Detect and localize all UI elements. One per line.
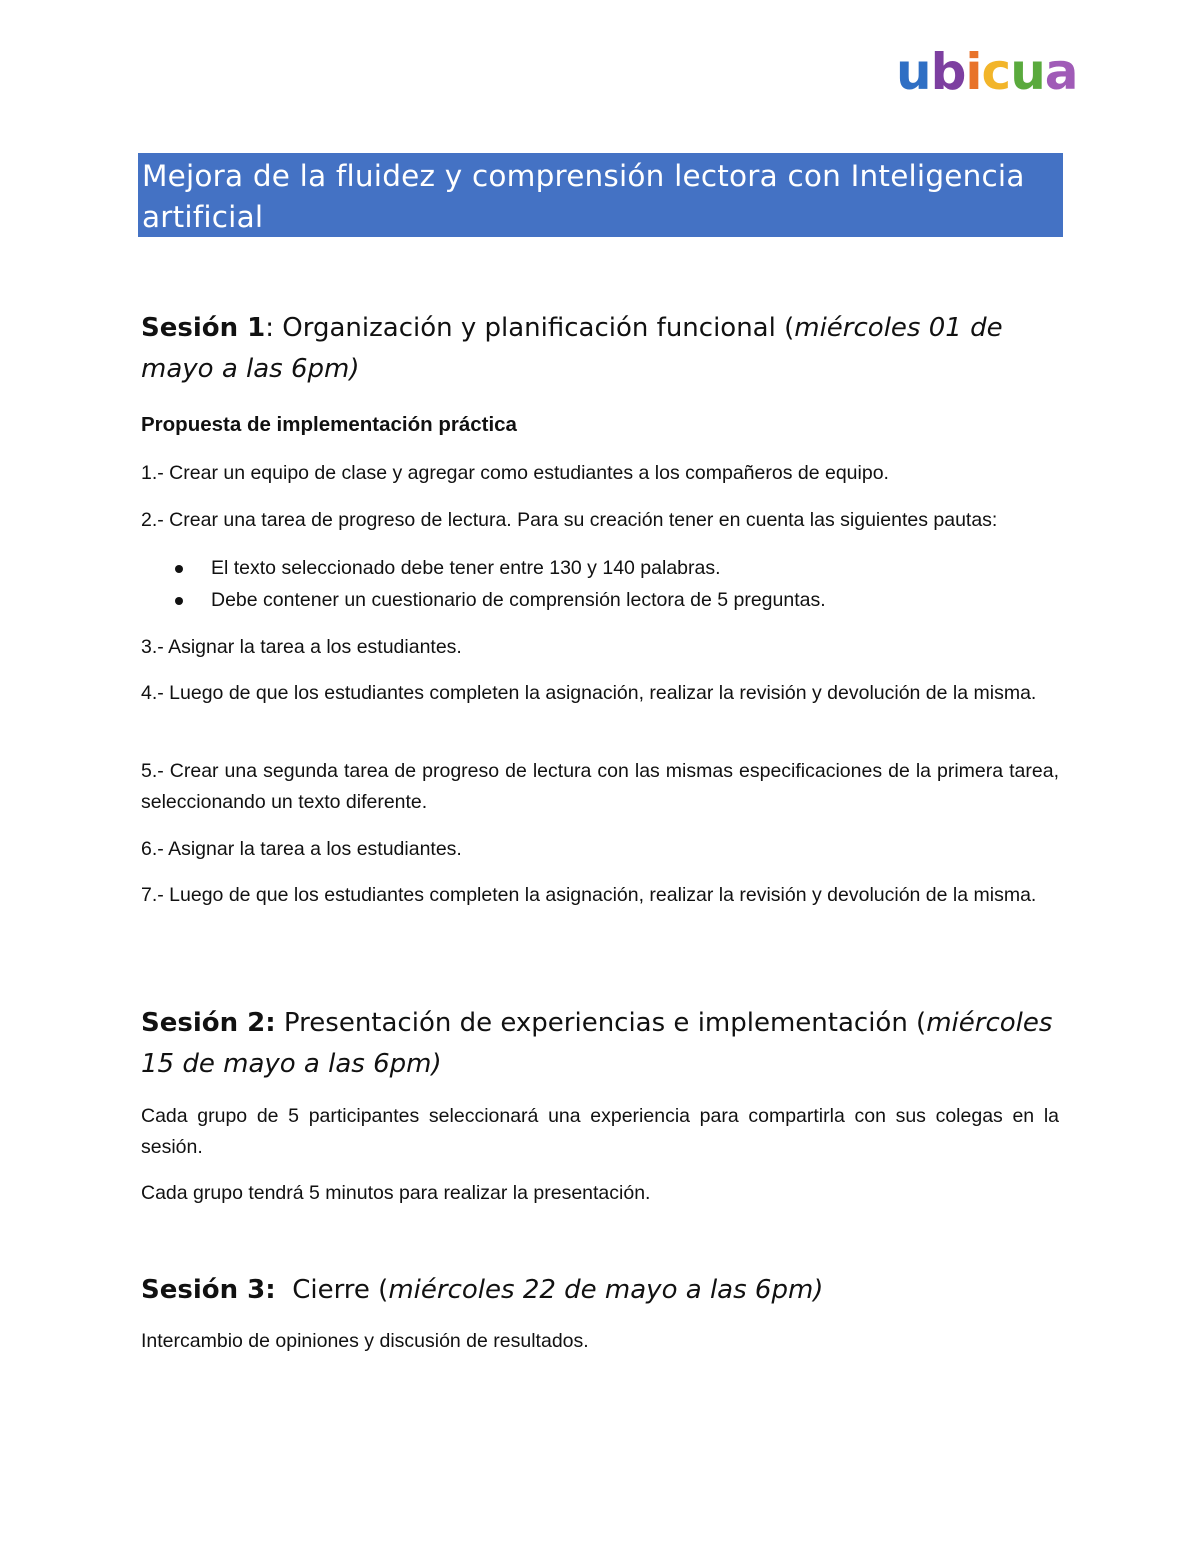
session-1-label: Sesión 1: [141, 313, 266, 343]
step-6: 6.- Asignar la tarea a los estudiantes.: [141, 838, 462, 860]
step-5: 5.- Crear una segunda tarea de progreso de lectura con las mismas especificaciones de la primera tarea, seleccionando un texto diferente.: [141, 760, 1059, 813]
step-1: 1.- Crear un equipo de clase y agregar como estudiantes a los compañeros de equipo.: [141, 462, 889, 484]
session-3-title: Cierre (: [275, 1275, 389, 1305]
step-7: 7.- Luego de que los estudiantes completen la asignación, realizar la revisión y devolución de la misma.: [141, 884, 1037, 906]
logo-letter: c: [981, 43, 1011, 101]
bullet-text: Debe contener un cuestionario de comprensión lectora de 5 preguntas.: [211, 589, 826, 611]
session-1-title: : Organización y planificación funcional (: [265, 313, 795, 343]
ubicua-logo: [896, 42, 1078, 102]
session-3-paragraph: Intercambio de opiniones y discusión de resultados.: [141, 1330, 589, 1352]
logo-letter: u: [896, 43, 931, 101]
bullet-text: El texto seleccionado debe tener entre 130 y 140 palabras.: [211, 557, 721, 579]
document-title: Mejora de la fluidez y comprensión lectora con Inteligencia artificial: [142, 159, 1025, 234]
logo-letter: i: [965, 43, 982, 101]
session-2-paragraph: Cada grupo de 5 participantes seleccionará una experiencia para compartirla con sus colegas en la sesión.: [141, 1105, 1059, 1158]
step-2: 2.- Crear una tarea de progreso de lectura. Para su creación tener en cuenta las siguientes pautas:: [141, 509, 998, 531]
session-2-label: Sesión 2:: [141, 1008, 276, 1038]
bullet-dot-icon: [175, 597, 183, 605]
session-3-date: miércoles 22 de mayo a las 6pm): [388, 1275, 824, 1305]
session-2-date: miércoles 15 de mayo a las 6pm): [141, 1008, 1053, 1079]
step-4: 4.- Luego de que los estudiantes completen la asignación, realizar la revisión y devolución de la misma.: [141, 682, 1037, 704]
session-3-label: Sesión 3:: [141, 1275, 276, 1305]
session-2-title: Presentación de experiencias e implementación (: [275, 1008, 927, 1038]
bullet-dot-icon: [175, 565, 183, 573]
session-2-paragraph: Cada grupo tendrá 5 minutos para realizar la presentación.: [141, 1182, 651, 1204]
session-2-heading: [141, 1003, 1061, 1085]
step-3: 3.- Asignar la tarea a los estudiantes.: [141, 636, 462, 658]
logo-letter: b: [930, 43, 966, 101]
session-3-heading: [141, 1270, 1061, 1311]
document-title-banner: [138, 153, 1063, 237]
session-1-subheading: Propuesta de implementación práctica: [141, 413, 517, 436]
logo-letter: a: [1044, 43, 1078, 101]
logo-letter: u: [1010, 43, 1045, 101]
session-1-date: miércoles 01 de mayo a las 6pm): [141, 313, 1003, 384]
session-1-heading: [141, 308, 1061, 390]
